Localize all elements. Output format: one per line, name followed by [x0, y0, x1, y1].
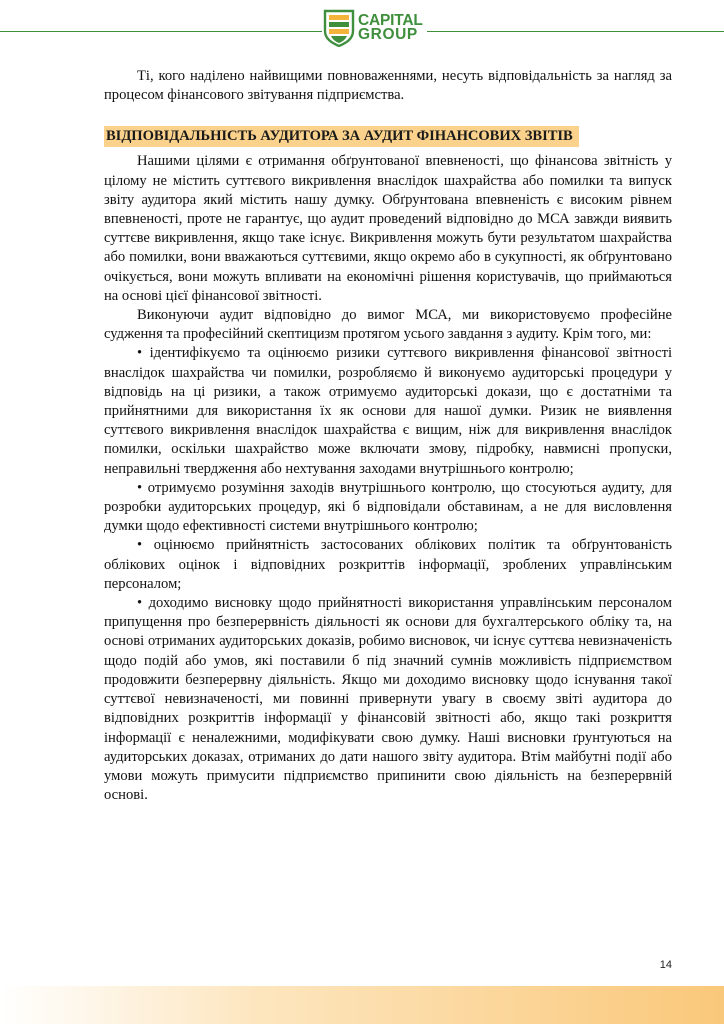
company-logo: [322, 8, 432, 48]
footer-gradient-band: [0, 986, 724, 1024]
logo-line-1: CAPITAL: [358, 12, 423, 29]
paragraph-objectives: Нашими цілями є отримання обґрунтованої впевненості, що фінансова звітність у цілому не містить суттєвого викривлення внаслідок шахрайства або помилки та випуск звіту аудитора який містить нашу думку. Обґрунтована впевненість є високим рівнем впевненості, проте не гарантує, що аудит проведений відповідно до МСА завжди виявить суттєве викривлення, якщо таке існує. Викривлення можуть бути результатом шахрайства або помилки, вони вважаються суттєвими, якщо окремо або в сукупності, як обґрунтовано очікується, вони можуть впливати на економічні рішення користувачів, що приймаються на основі цієї фінансової звітності.: [104, 153, 672, 304]
intro-paragraph: Ті, кого наділено найвищими повноваженнями, несуть відповідальність за нагляд за процесом фінансового звітування підприємства.: [104, 68, 672, 104]
capital-group-shield-icon: [322, 9, 356, 47]
document-body: [104, 67, 672, 805]
bullet-going-concern: • доходимо висновку щодо прийнятності використання управлінським персоналом припущення про безперервність діяльності як основи для бухгалтерського обліку та, на основі отриманих аудиторських доказів, робимо висновок, чи існує суттєва невизначеність щодо подій або умов, які поставили б під значний сумнів можливість підприємством продовжити безперервну діяльність. Якщо ми доходимо висновку щодо існування такої суттєвої невизначеності, ми повинні привернути увагу в своєму звіті аудитора до відповідних розкриттів інформації у фінансовій звітності або, якщо такі розкриття інформації є неналежними, модифікувати свою думку. Наші висновки ґрунтуються на аудиторських доказах, отриманих до дати нашого звіту аудитора. Втім майбутні події або умови можуть примусити підприємство припинити свою діяльність на безперервній основі.: [104, 595, 672, 804]
logo-wordmark: [356, 14, 427, 42]
paragraph-audit-approach: Виконуючи аудит відповідно до вимог МСА, ми використовуємо професійне судження та професійний скептицизм протягом усього завдання з аудиту. Крім того, ми:: [104, 307, 672, 343]
bullet-accounting-policies: • оцінюємо прийнятність застосованих облікових політик та обґрунтованість облікових оцінок і відповідних розкриттів інформації, зроблених управлінським персоналом;: [104, 537, 672, 592]
logo-line-2: GROUP: [358, 26, 418, 43]
bullet-internal-control: • отримуємо розуміння заходів внутрішнього контролю, що стосуються аудиту, для розробки аудиторських процедур, які б відповідали обставинам, а не для висловлення думки щодо ефективності системи внутрішнього контролю;: [104, 479, 672, 535]
section-heading: ВІДПОВІДАЛЬНІСТЬ АУДИТОРА ЗА АУДИТ ФІНАНСОВИХ ЗВІТІВ: [104, 126, 579, 147]
page-number: 14: [659, 959, 672, 971]
bullet-identify-risks: • ідентифікуємо та оцінюємо ризики суттєвого викривлення фінансової звітності внаслідок шахрайства чи помилки, розробляємо й виконуємо аудиторські процедури у відповідь на ці ризики, а також отримуємо аудиторські докази, що є достатніми та прийнятними для використання їх як основи для нашої думки. Ризик не виявлення суттєвого викривлення внаслідок шахрайства є вищим, ніж для викривлення внаслідок помилки, оскільки шахрайство може включати змову, підробку, навмисні пропуски, неправильні твердження або нехтування заходами внутрішнього контролю;: [104, 345, 672, 477]
